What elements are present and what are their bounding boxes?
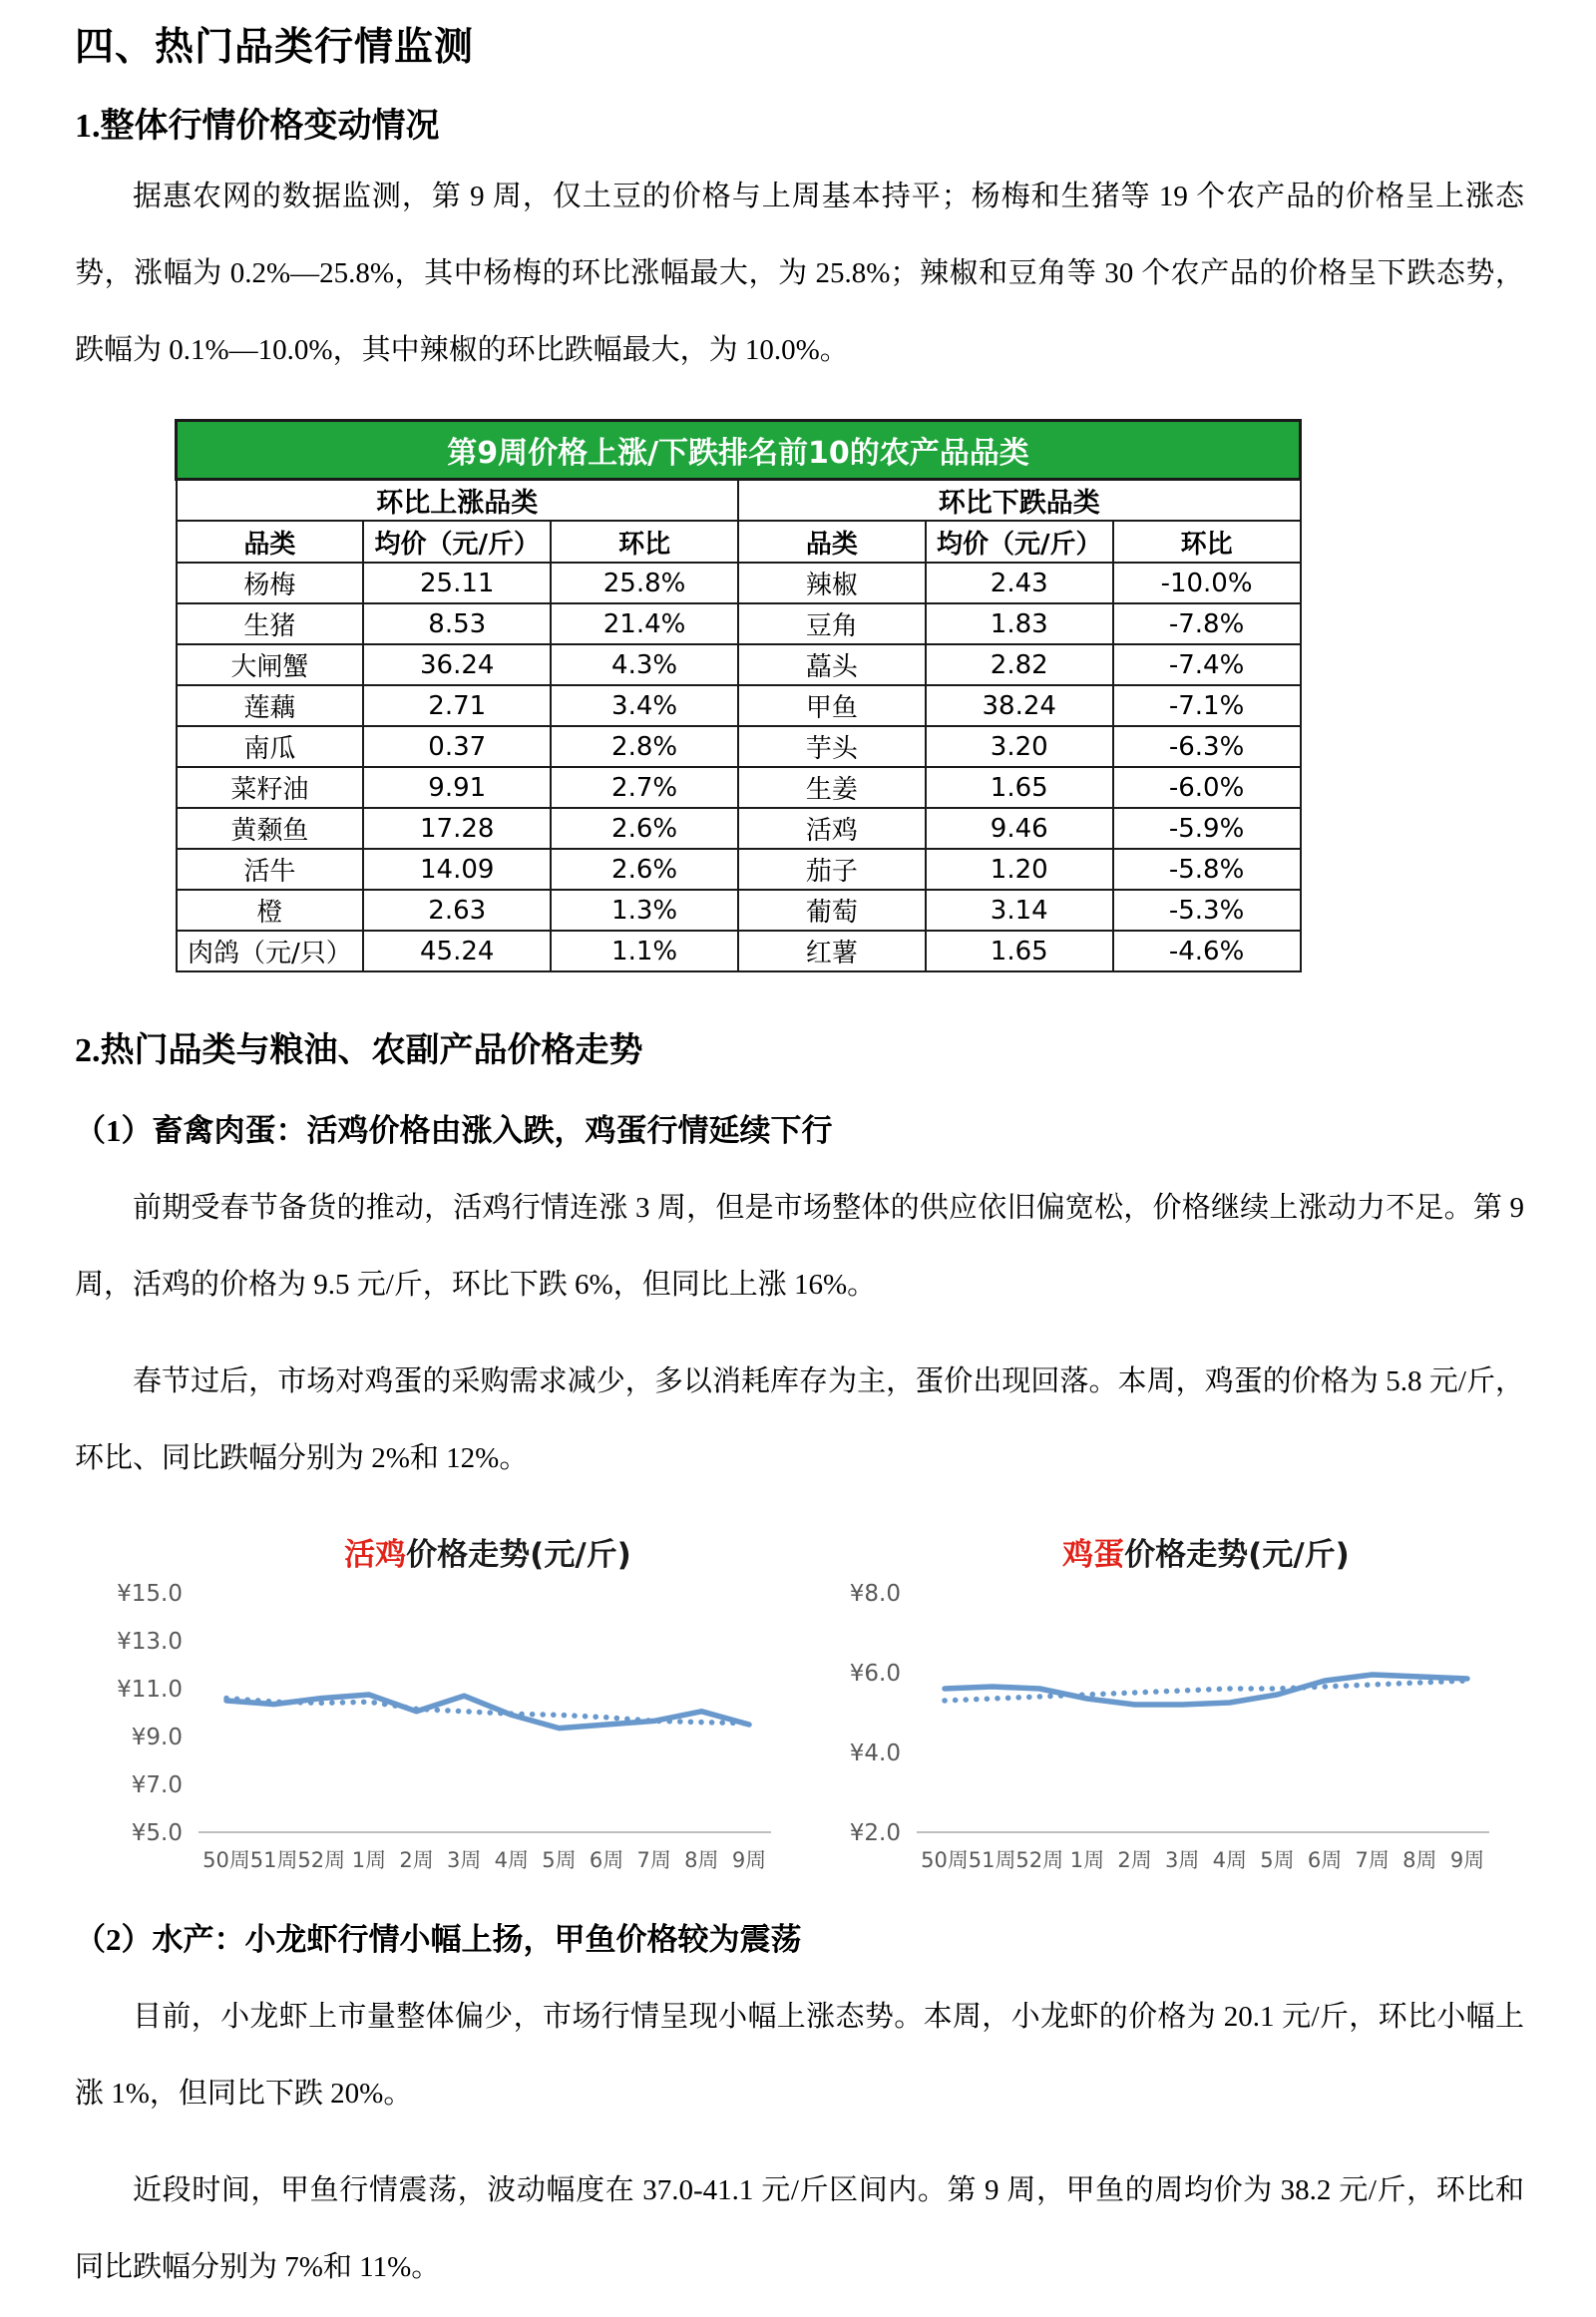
down-wow-change-cell: -4.6% (1113, 931, 1301, 971)
x-axis-tick-label: 6周 (1307, 1848, 1343, 1872)
table-row (177, 603, 1301, 644)
up-wow-change-cell: 2.7% (551, 767, 738, 808)
up-avg-price-cell: 36.24 (363, 644, 551, 685)
up-avg-price-cell: 2.63 (363, 890, 551, 931)
down-category-cell: 甲鱼 (738, 685, 926, 726)
table-row (177, 685, 1301, 726)
y-axis-tick-label: ¥11.0 (117, 1677, 183, 1703)
x-axis-tick-label: 5周 (542, 1848, 577, 1872)
down-avg-price-cell: 1.65 (926, 767, 1113, 808)
x-axis-tick-label: 8周 (1402, 1848, 1437, 1872)
y-axis-tick-label: ¥5.0 (131, 1820, 183, 1846)
y-axis-tick-label: ¥8.0 (849, 1581, 901, 1607)
down-wow-change-cell: -7.1% (1113, 685, 1301, 726)
up-wow-change-cell: 1.3% (551, 890, 738, 931)
down-wow-change-cell: -10.0% (1113, 563, 1301, 603)
up-category-cell: 莲藕 (177, 685, 364, 726)
down-wow-change-cell: -6.0% (1113, 767, 1301, 808)
up-wow-change-cell: 2.6% (551, 808, 738, 849)
y-axis-tick-label: ¥6.0 (849, 1661, 901, 1687)
col-wow: 环比 (551, 521, 738, 563)
y-axis-tick-label: ¥9.0 (131, 1725, 183, 1750)
down-category-cell: 活鸡 (738, 808, 926, 849)
section-title: 四、热门品类行情监测 (75, 25, 475, 70)
up-category-cell: 橙 (177, 890, 364, 931)
y-axis-tick-label: ¥7.0 (131, 1772, 183, 1798)
up-wow-change-cell: 2.8% (551, 726, 738, 767)
table-row (177, 644, 1301, 685)
price-table-body (177, 563, 1301, 971)
poultry-paragraph-1: 前期受春节备货的推动，活鸡行情连涨 3 周，但是市场整体的供应依旧偏宽松，价格继续上涨动力不足。第 9 周，活鸡的价格为 9.5 元/斤，环比下跌 6%，但同比上涨 16%。 (75, 1192, 1524, 1301)
down-avg-price-cell: 9.46 (926, 808, 1113, 849)
down-avg-price-cell: 3.20 (926, 726, 1113, 767)
down-category-cell: 芋头 (738, 726, 926, 767)
up-avg-price-cell: 17.28 (363, 808, 551, 849)
col-category: 品类 (738, 521, 926, 563)
down-category-cell: 豆角 (738, 603, 926, 644)
down-avg-price-cell: 1.83 (926, 603, 1113, 644)
x-axis-tick-label: 9周 (731, 1848, 767, 1872)
x-axis-tick-label: 6周 (589, 1848, 624, 1872)
down-avg-price-cell: 2.82 (926, 644, 1113, 685)
up-category-cell: 杨梅 (177, 563, 364, 603)
aquatic-paragraph-1: 目前，小龙虾上市量整体偏少，市场行情呈现小幅上涨态势。本周，小龙虾的价格为 20.1 元/斤，环比小幅上涨 1%，但同比下跌 20%。 (75, 2001, 1524, 2110)
table-row (177, 931, 1301, 971)
y-axis-tick-label: ¥13.0 (117, 1629, 183, 1655)
up-avg-price-cell: 25.11 (363, 563, 551, 603)
up-category-cell: 大闸蟹 (177, 644, 364, 685)
col-avg-price: 均价（元/斤） (926, 521, 1113, 563)
down-group-header: 环比下跌品类 (738, 480, 1301, 522)
aquatic-heading: （2）水产：小龙虾行情小幅上扬，甲鱼价格较为震荡 (75, 1922, 802, 1957)
up-avg-price-cell: 14.09 (363, 849, 551, 890)
up-avg-price-cell: 45.24 (363, 931, 551, 971)
up-wow-change-cell: 1.1% (551, 931, 738, 971)
x-axis-tick-label: 9周 (1449, 1848, 1485, 1872)
x-axis-tick-label: 50周 (921, 1848, 969, 1872)
up-wow-change-cell: 2.6% (551, 849, 738, 890)
poultry-paragraph-2: 春节过后，市场对鸡蛋的采购需求减少，多以消耗库存为主，蛋价出现回落。本周，鸡蛋的价格为 5.8 元/斤，环比、同比跌幅分别为 2%和 12%。 (75, 1365, 1524, 1474)
charts-row (75, 1521, 1524, 1888)
table-columns-row (177, 521, 1301, 563)
up-category-cell: 生猪 (177, 603, 364, 644)
x-axis-tick-label: 4周 (494, 1848, 530, 1872)
x-axis-tick-label: 4周 (1212, 1848, 1248, 1872)
down-category-cell: 茄子 (738, 849, 926, 890)
x-axis-tick-label: 52周 (297, 1848, 346, 1872)
table-title-row (177, 421, 1301, 480)
subsection-1-heading: 1.整体行情价格变动情况 (75, 108, 440, 145)
down-category-cell: 生姜 (738, 767, 926, 808)
price-ranking-table (175, 419, 1302, 972)
table-row (177, 890, 1301, 931)
up-wow-change-cell: 25.8% (551, 563, 738, 603)
chart-svg (793, 1521, 1503, 1888)
down-avg-price-cell: 38.24 (926, 685, 1113, 726)
x-axis-tick-label: 3周 (1164, 1848, 1200, 1872)
poultry-heading: （1）畜禽肉蛋：活鸡价格由涨入跌，鸡蛋行情延续下行 (75, 1113, 833, 1148)
egg-price-chart (793, 1521, 1503, 1888)
down-wow-change-cell: -7.4% (1113, 644, 1301, 685)
col-avg-price: 均价（元/斤） (363, 521, 551, 563)
up-category-cell: 南瓜 (177, 726, 364, 767)
up-wow-change-cell: 3.4% (551, 685, 738, 726)
up-wow-change-cell: 4.3% (551, 644, 738, 685)
table-row (177, 726, 1301, 767)
table-title: 第9周价格上涨/下跌排名前10的农产品品类 (177, 421, 1301, 480)
x-axis-tick-label: 1周 (351, 1848, 387, 1872)
up-avg-price-cell: 8.53 (363, 603, 551, 644)
aquatic-paragraph-2: 近段时间，甲鱼行情震荡，波动幅度在 37.0-41.1 元/斤区间内。第 9 周，甲鱼的周均价为 38.2 元/斤，环比和同比跌幅分别为 7%和 11%。 (75, 2174, 1524, 2283)
live-chicken-price-chart (75, 1521, 785, 1888)
x-axis-tick-label: 51周 (968, 1848, 1016, 1872)
down-category-cell: 红薯 (738, 931, 926, 971)
down-wow-change-cell: -5.9% (1113, 808, 1301, 849)
up-wow-change-cell: 21.4% (551, 603, 738, 644)
up-avg-price-cell: 9.91 (363, 767, 551, 808)
down-avg-price-cell: 1.20 (926, 849, 1113, 890)
y-axis-tick-label: ¥2.0 (849, 1820, 901, 1846)
down-wow-change-cell: -6.3% (1113, 726, 1301, 767)
down-wow-change-cell: -5.3% (1113, 890, 1301, 931)
up-avg-price-cell: 2.71 (363, 685, 551, 726)
x-axis-tick-label: 5周 (1260, 1848, 1295, 1872)
chart-title: 活鸡价格走势(元/斤) (344, 1537, 631, 1573)
down-avg-price-cell: 2.43 (926, 563, 1113, 603)
chart-title: 鸡蛋价格走势(元/斤) (1062, 1537, 1350, 1573)
table-group-row (177, 480, 1301, 522)
down-category-cell: 葡萄 (738, 890, 926, 931)
intro-paragraph: 据惠农网的数据监测，第 9 周，仅土豆的价格与上周基本持平；杨梅和生猪等 19 个农产品的价格呈上涨态势，涨幅为 0.2%—25.8%，其中杨梅的环比涨幅最大，为 25.8%；辣椒和豆角等 30 个农产品的价格呈下跌态势，跌幅为 0.1%—10.0%，其中辣椒的环比跌幅最大，为 10.0%。 (75, 181, 1524, 366)
table-row (177, 849, 1301, 890)
x-axis-tick-label: 2周 (399, 1848, 434, 1872)
x-axis-tick-label: 51周 (249, 1848, 298, 1872)
down-category-cell: 辣椒 (738, 563, 926, 603)
col-category: 品类 (177, 521, 364, 563)
up-category-cell: 黄颡鱼 (177, 808, 364, 849)
y-axis-tick-label: ¥15.0 (117, 1581, 183, 1607)
x-axis-tick-label: 7周 (1355, 1848, 1390, 1872)
col-wow: 环比 (1113, 521, 1301, 563)
x-axis-tick-label: 2周 (1117, 1848, 1152, 1872)
up-category-cell: 菜籽油 (177, 767, 364, 808)
x-axis-tick-label: 3周 (446, 1848, 482, 1872)
table-row (177, 563, 1301, 603)
x-axis-tick-label: 1周 (1069, 1848, 1105, 1872)
subsection-2-heading: 2.热门品类与粮油、农副产品价格走势 (75, 1032, 643, 1069)
down-category-cell: 藠头 (738, 644, 926, 685)
up-avg-price-cell: 0.37 (363, 726, 551, 767)
x-axis-tick-label: 7周 (636, 1848, 671, 1872)
x-axis-tick-label: 52周 (1015, 1848, 1064, 1872)
x-axis-tick-label: 8周 (684, 1848, 719, 1872)
down-avg-price-cell: 3.14 (926, 890, 1113, 931)
table-row (177, 767, 1301, 808)
up-group-header: 环比上涨品类 (177, 480, 738, 522)
up-category-cell: 肉鸽（元/只） (177, 931, 364, 971)
down-wow-change-cell: -7.8% (1113, 603, 1301, 644)
x-axis-tick-label: 50周 (202, 1848, 250, 1872)
chart-svg (75, 1521, 785, 1888)
down-avg-price-cell: 1.65 (926, 931, 1113, 971)
table-row (177, 808, 1301, 849)
down-wow-change-cell: -5.8% (1113, 849, 1301, 890)
up-category-cell: 活牛 (177, 849, 364, 890)
price-solid-line (945, 1675, 1467, 1705)
y-axis-tick-label: ¥4.0 (849, 1740, 901, 1766)
